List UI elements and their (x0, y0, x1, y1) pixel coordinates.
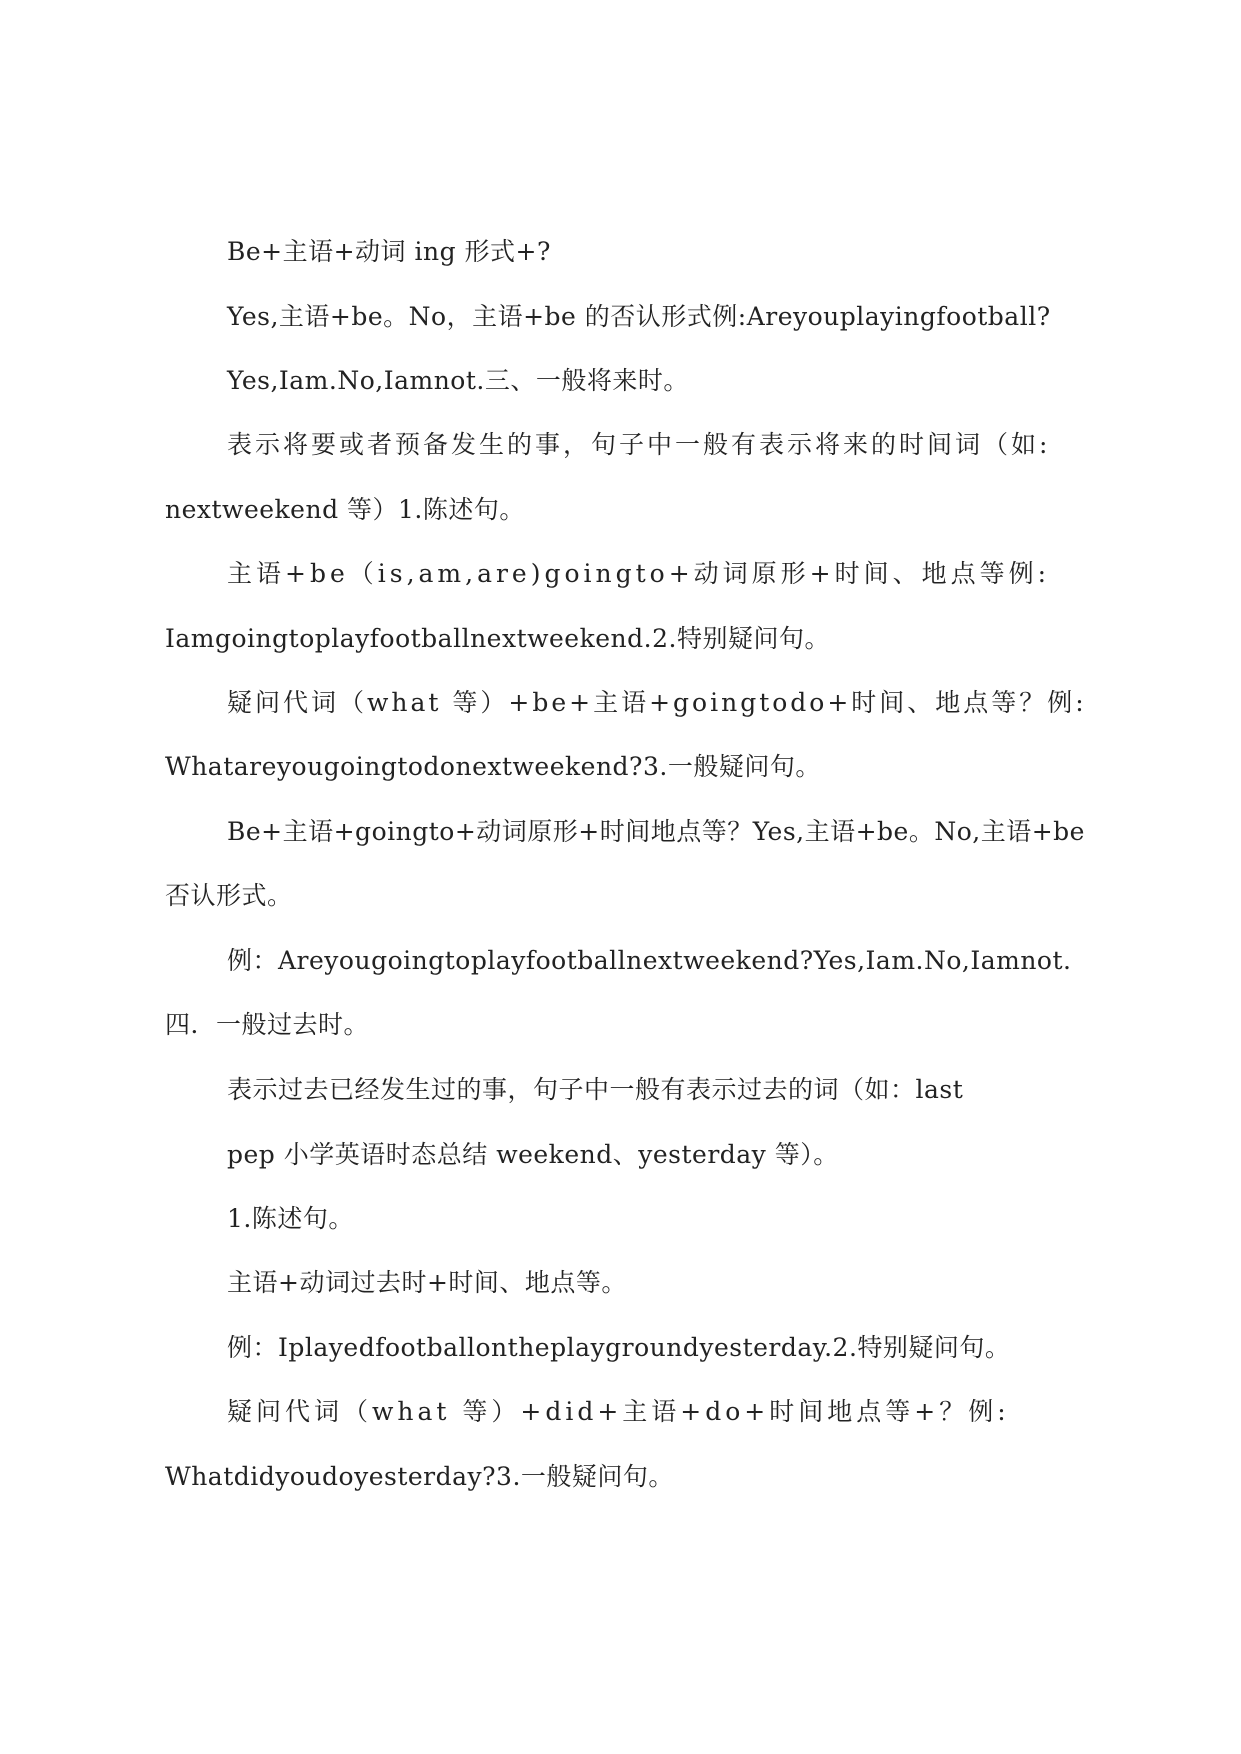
text-line: pep 小学英语时态总结 weekend、yesterday 等）。 (227, 1140, 839, 1169)
text-line: 例：Iplayedfootballontheplaygroundyesterday.2.特别疑问句。 (227, 1333, 1011, 1362)
text-line: 四．一般过去时。 (165, 1010, 370, 1039)
text-line: Whatdidyoudoyesterday?3.一般疑问句。 (165, 1462, 674, 1491)
text-line: 表示过去已经发生过的事，句子中一般有表示过去的词（如：last (227, 1075, 964, 1104)
text-line: 疑问代词（what 等）+did+主语+do+时间地点等+？例: (227, 1397, 1010, 1426)
text-line: Whatareyougoingtodonextweekend?3.一般疑问句。 (165, 752, 821, 781)
text-line: 1.陈述句。 (227, 1204, 354, 1233)
text-line: Yes,主语+be。No，主语+be 的否认形式例:Areyouplayingfootball? (227, 302, 1051, 331)
text-line: 例：Areyougoingtoplayfootballnextweekend?Yes,Iam.No,Iamnot. (227, 946, 1072, 975)
text-line: Yes,Iam.No,Iamnot.三、一般将来时。 (227, 366, 689, 395)
text-line: 主语+动词过去时+时间、地点等。 (227, 1268, 627, 1297)
text-line: nextweekend 等）1.陈述句。 (165, 495, 525, 524)
text-line: 表示将要或者预备发生的事，句子中一般有表示将来的时间词（如: (227, 430, 1051, 459)
text-line: Be+主语+动词 ing 形式+? (227, 237, 551, 266)
text-line: Iamgoingtoplayfootballnextweekend.2.特别疑问句。 (165, 624, 830, 653)
text-line: 疑问代词（what 等）+be+主语+goingtodo+时间、地点等？例: (227, 688, 1087, 717)
text-line: Be+主语+goingto+动词原形+时间地点等？Yes,主语+be。No,主语+be (227, 817, 1085, 846)
text-line: 主语+be（is,am,are)goingto+动词原形+时间、地点等例: (227, 559, 1051, 588)
text-line: 否认形式。 (165, 881, 293, 910)
